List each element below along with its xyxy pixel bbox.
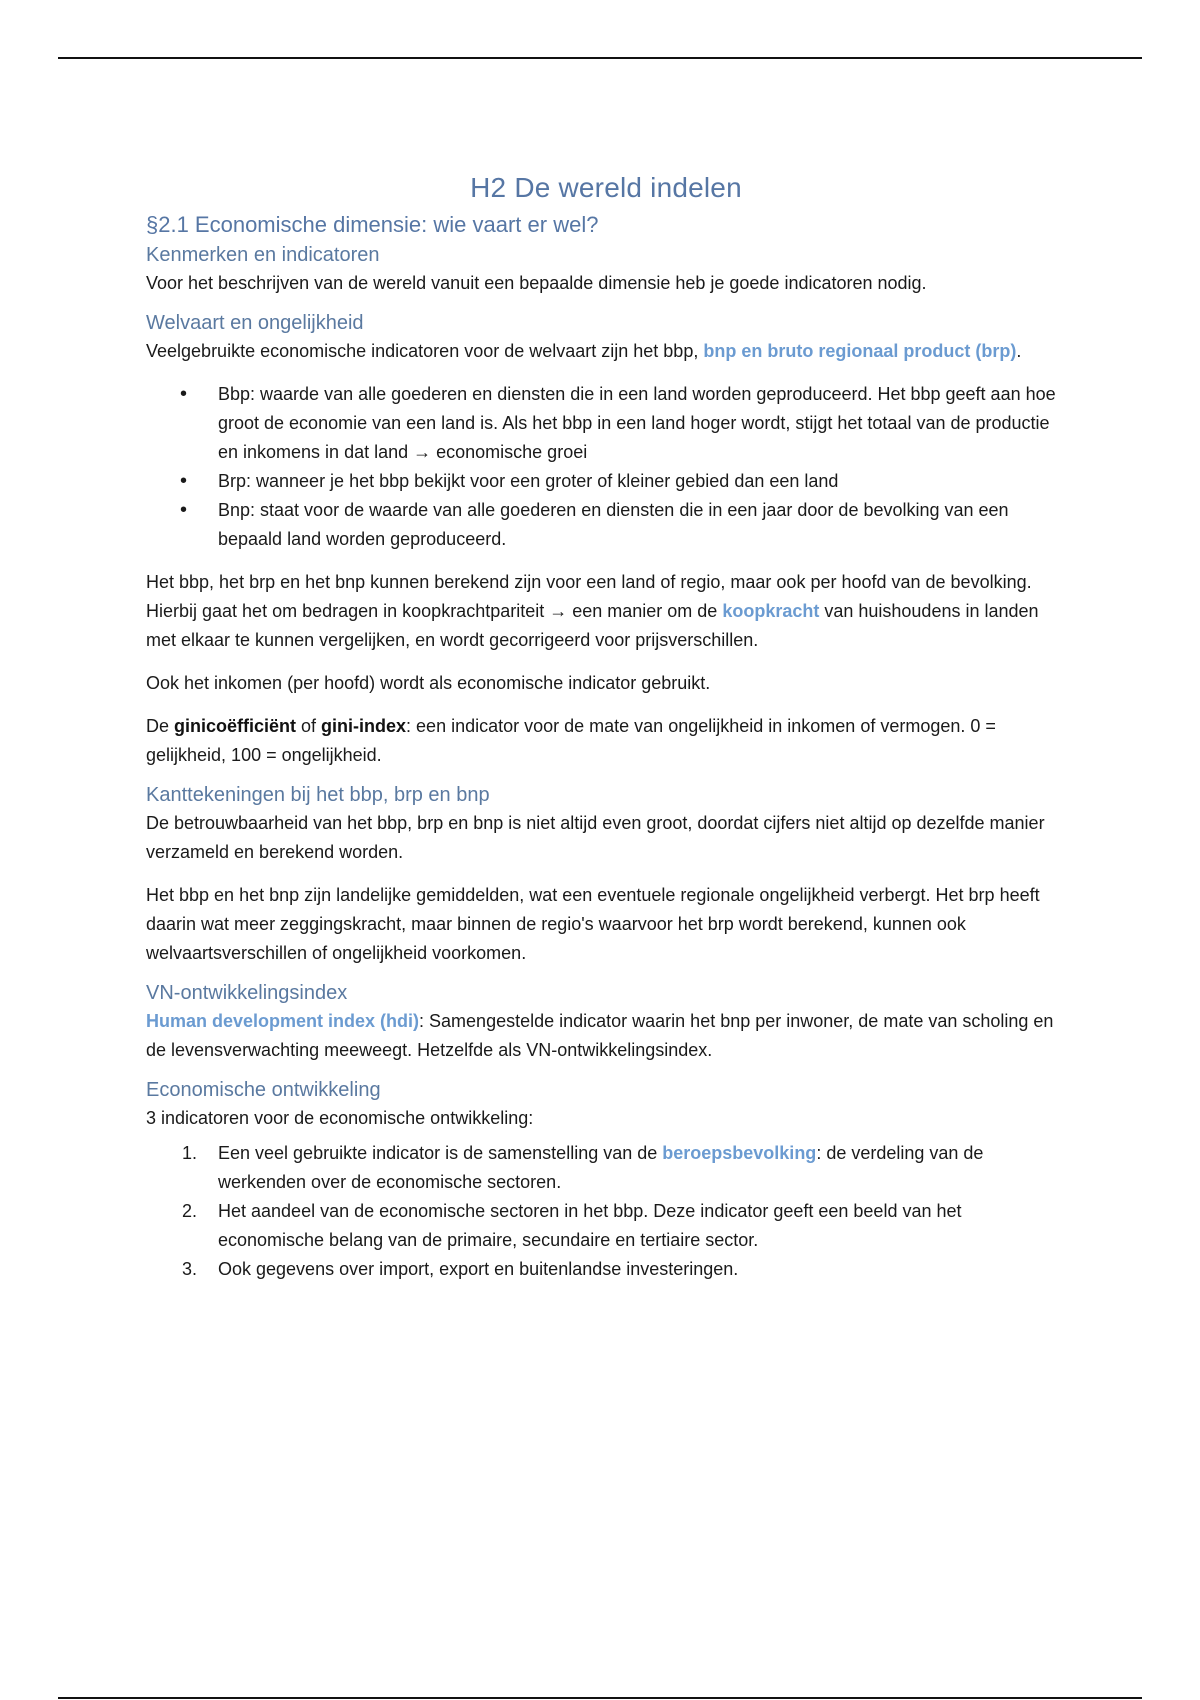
text-span: Ook gegevens over import, export en buitenlandse investeringen. — [218, 1259, 739, 1279]
text-span: Veelgebruikte economische indicatoren voor de welvaart zijn het bbp, — [146, 341, 704, 361]
text-span: van huishoudens in landen met elkaar te kunnen vergelijken, en wordt gecorrigeerd voor prijsverschillen. — [146, 601, 1039, 650]
paragraph-ontwikkeling-intro: 3 indicatoren voor de economische ontwikkeling: — [146, 1108, 534, 1128]
numbered-list-indicators — [146, 1139, 1066, 1284]
bullet-item-bbp: • Bbp: waarde van alle goederen en diensten die in een land worden geproduceerd. Het bbp geeft aan hoe groot de economie van een land is. Als het bbp in een land hoger wordt, stijgt het totaal van de productie en inkomens in dat land → economische groei — [218, 380, 1066, 467]
paragraph-gini — [146, 712, 1066, 770]
document-body — [146, 172, 1066, 1298]
paragraph-inkomen: Ook het inkomen (per hoofd) wordt als economische indicator gebruikt. — [146, 673, 711, 693]
bullet-item-brp: • Brp: wanneer je het bbp bekijkt voor een groter of kleiner gebied dan een land — [218, 467, 1066, 496]
term-link-beroepsbevolking[interactable]: beroepsbevolking — [662, 1143, 817, 1163]
section-heading: §2.1 Economische dimensie: wie vaart er wel? — [146, 212, 599, 237]
term-link-bnp-brp[interactable]: bnp en bruto regionaal product (brp) — [703, 341, 1017, 361]
text-span: De — [146, 716, 175, 736]
item-number: 1. — [182, 1143, 198, 1163]
term-link-koopkracht[interactable]: koopkracht — [722, 601, 820, 621]
bullet-item-bnp: • Bnp: staat voor de waarde van alle goederen en diensten die in een jaar door de bevolking van een bepaald land worden geproduceerd. — [218, 496, 1066, 554]
numbered-item — [182, 1139, 1066, 1197]
numbered-item — [182, 1197, 1066, 1255]
heading-kenmerken: Kenmerken en indicatoren — [146, 244, 380, 266]
bullet-list-indicators — [146, 380, 1066, 554]
text-span: Het bbp, het brp en het bnp kunnen berekend zijn voor een land of regio, maar ook per hoofd van de bevolking. Hierbij gaat het om bedragen in koopkrachtpariteit → een manier om de — [146, 572, 1032, 621]
numbered-item — [182, 1255, 1066, 1284]
footer-rule — [58, 1697, 1142, 1699]
term-ginicoefficient: ginicoëfficiënt — [174, 716, 297, 736]
text-span: Het aandeel van de economische sectoren in het bbp. Deze indicator geeft een beeld van het economische belang van de primaire, secundaire en tertiaire sector. — [218, 1201, 962, 1250]
text-span: . — [1016, 341, 1022, 361]
heading-economische-ontwikkeling: Economische ontwikkeling — [146, 1079, 381, 1101]
paragraph-kenmerken: Voor het beschrijven van de wereld vanuit een bepaalde dimensie heb je goede indicatoren nodig. — [146, 273, 927, 293]
text-span: of — [296, 716, 322, 736]
term-gini-index: gini-index — [321, 716, 407, 736]
text-span: : de verdeling van de werkenden over de economische sectoren. — [218, 1143, 984, 1192]
heading-welvaart: Welvaart en ongelijkheid — [146, 312, 364, 334]
header-rule — [58, 57, 1142, 59]
text-span: : een indicator voor de mate van ongelijkheid in inkomen of vermogen. 0 = gelijkheid, 100 = ongelijkheid. — [146, 716, 996, 765]
paragraph-hdi — [146, 1007, 1066, 1065]
item-number: 2. — [182, 1201, 198, 1221]
paragraph-welvaart-intro — [146, 337, 1066, 366]
term-link-hdi[interactable]: Human development index (hdi) — [146, 1011, 420, 1031]
paragraph-betrouwbaarheid: De betrouwbaarheid van het bbp, brp en bnp is niet altijd even groot, doordat cijfers niet altijd op dezelfde manier verzameld en berekend worden. — [146, 813, 1045, 862]
text-span: : Samengestelde indicator waarin het bnp per inwoner, de mate van scholing en de levensverwachting meeweegt. Hetzelfde als VN-ontwikkelingsindex. — [146, 1011, 1054, 1060]
heading-vn-index: VN-ontwikkelingsindex — [146, 982, 348, 1004]
paragraph-gemiddelden: Het bbp en het bnp zijn landelijke gemiddelden, wat een eventuele regionale ongelijkheid verbergt. Het brp heeft daarin wat meer zeggingskracht, maar binnen de regio's waarvoor het brp wordt berekend, kunnen ook welvaartsverschillen of ongelijkheid voorkomen. — [146, 885, 1040, 963]
text-span: Een veel gebruikte indicator is de samenstelling van de — [218, 1143, 663, 1163]
paragraph-koopkracht — [146, 568, 1066, 655]
heading-kanttekeningen: Kanttekeningen bij het bbp, brp en bnp — [146, 784, 490, 806]
page-title: H2 De wereld indelen — [470, 172, 742, 203]
item-number: 3. — [182, 1259, 198, 1279]
